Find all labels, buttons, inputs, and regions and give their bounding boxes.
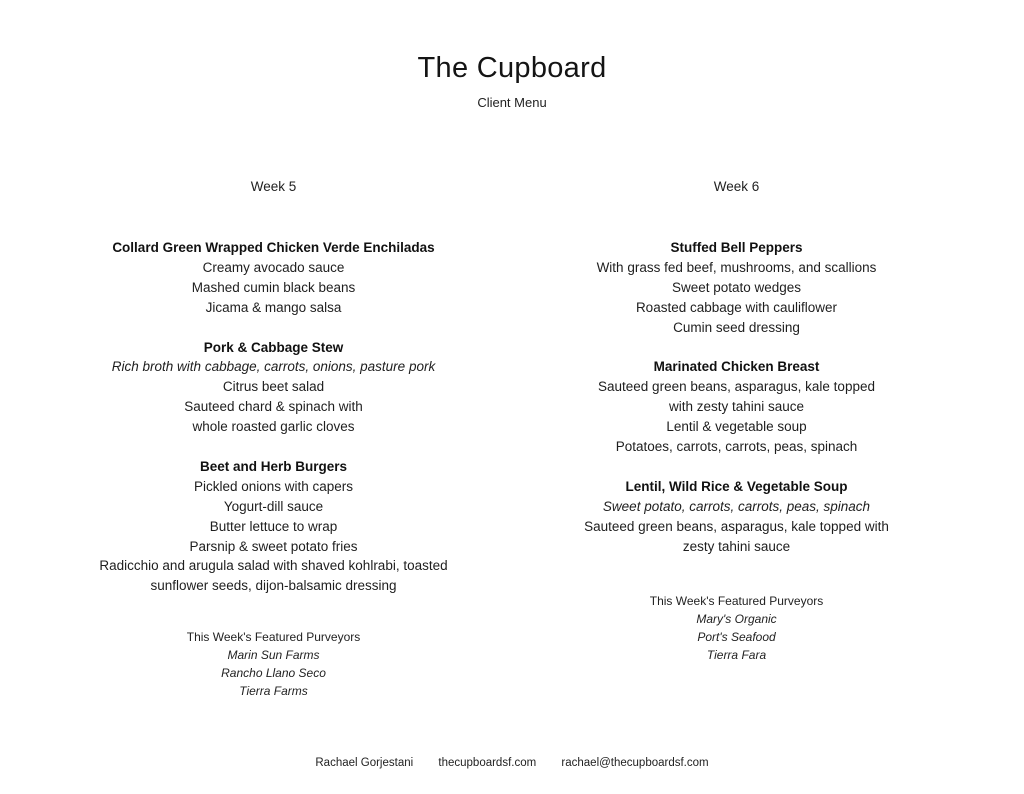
dish-line: Sauteed green beans, asparagus, kale topped with bbox=[584, 518, 889, 534]
dish-item bbox=[60, 457, 487, 596]
dish-line: Jicama & mango salsa bbox=[205, 299, 342, 315]
dish-line: Parsnip & sweet potato fries bbox=[189, 538, 358, 554]
purveyor-name: Tierra Fara bbox=[706, 648, 767, 662]
dish-line: Lentil & vegetable soup bbox=[666, 419, 807, 435]
page-subtitle: Client Menu bbox=[477, 95, 547, 110]
website-link[interactable]: thecupboardsf.com bbox=[438, 757, 537, 769]
purveyor-name: Mary's Organic bbox=[696, 612, 777, 626]
dish-line: Radicchio and arugula salad with shaved kohlrabi, toasted bbox=[99, 558, 448, 574]
dish-name: Pork & Cabbage Stew bbox=[203, 339, 344, 355]
dish-item bbox=[523, 357, 950, 457]
contact-name: Rachael Gorjestani bbox=[315, 757, 414, 769]
dish-line: Rich broth with cabbage, carrots, onions, pasture pork bbox=[111, 359, 436, 375]
dish-line: Sweet potato, carrots, carrots, peas, spinach bbox=[602, 498, 871, 514]
purveyors-heading: This Week's Featured Purveyors bbox=[186, 630, 361, 644]
week-label: Week 5 bbox=[250, 179, 297, 194]
dish-item bbox=[523, 477, 950, 557]
dish-line: Yogurt-dill sauce bbox=[223, 498, 324, 514]
dish-line: zesty tahini sauce bbox=[682, 538, 791, 554]
dish-line: Sauteed green beans, asparagus, kale topped bbox=[598, 379, 875, 395]
dish-name: Lentil, Wild Rice & Vegetable Soup bbox=[625, 478, 848, 494]
purveyor-name: Marin Sun Farms bbox=[227, 648, 320, 662]
footer-contact bbox=[0, 757, 1024, 769]
dish-line: Cumin seed dressing bbox=[673, 319, 800, 335]
dish-name: Beet and Herb Burgers bbox=[199, 458, 348, 474]
purveyors-heading: This Week's Featured Purveyors bbox=[649, 594, 824, 608]
page-title: The Cupboard bbox=[417, 52, 607, 84]
featured-purveyors bbox=[60, 628, 487, 700]
email-link[interactable]: rachael@thecupboardsf.com bbox=[561, 757, 709, 769]
dish-line: Potatoes, carrots, carrots, peas, spinach bbox=[615, 439, 858, 455]
dish-list bbox=[523, 238, 950, 576]
dish-line: Citrus beet salad bbox=[222, 379, 325, 395]
dish-name: Stuffed Bell Peppers bbox=[670, 240, 803, 255]
dish-item bbox=[60, 338, 487, 438]
dish-line: Roasted cabbage with cauliflower bbox=[635, 299, 838, 315]
dish-line: With grass fed beef, mushrooms, and scallions bbox=[596, 259, 877, 275]
dish-line: with zesty tahini sauce bbox=[668, 399, 805, 415]
week-label: Week 6 bbox=[713, 179, 760, 194]
purveyor-name: Tierra Farms bbox=[239, 684, 308, 698]
dish-list bbox=[60, 238, 487, 616]
dish-line: Butter lettuce to wrap bbox=[209, 518, 338, 534]
dish-line: Mashed cumin black beans bbox=[191, 279, 356, 295]
dish-line: sunflower seeds, dijon-balsamic dressing bbox=[150, 578, 397, 594]
dish-line: whole roasted garlic cloves bbox=[192, 419, 355, 435]
purveyor-name: Rancho Llano Seco bbox=[221, 666, 326, 680]
purveyor-name: Port's Seafood bbox=[697, 630, 776, 644]
dish-name: Marinated Chicken Breast bbox=[653, 359, 820, 375]
dish-line: Sweet potato wedges bbox=[671, 279, 802, 295]
dish-item bbox=[523, 238, 950, 338]
featured-purveyors bbox=[523, 592, 950, 664]
dish-line: Pickled onions with capers bbox=[193, 478, 354, 494]
dish-line: Sauteed chard & spinach with bbox=[184, 399, 363, 415]
dish-item bbox=[60, 238, 487, 318]
dish-name: Collard Green Wrapped Chicken Verde Enchiladas bbox=[112, 240, 435, 255]
dish-line: Creamy avocado sauce bbox=[202, 259, 345, 275]
